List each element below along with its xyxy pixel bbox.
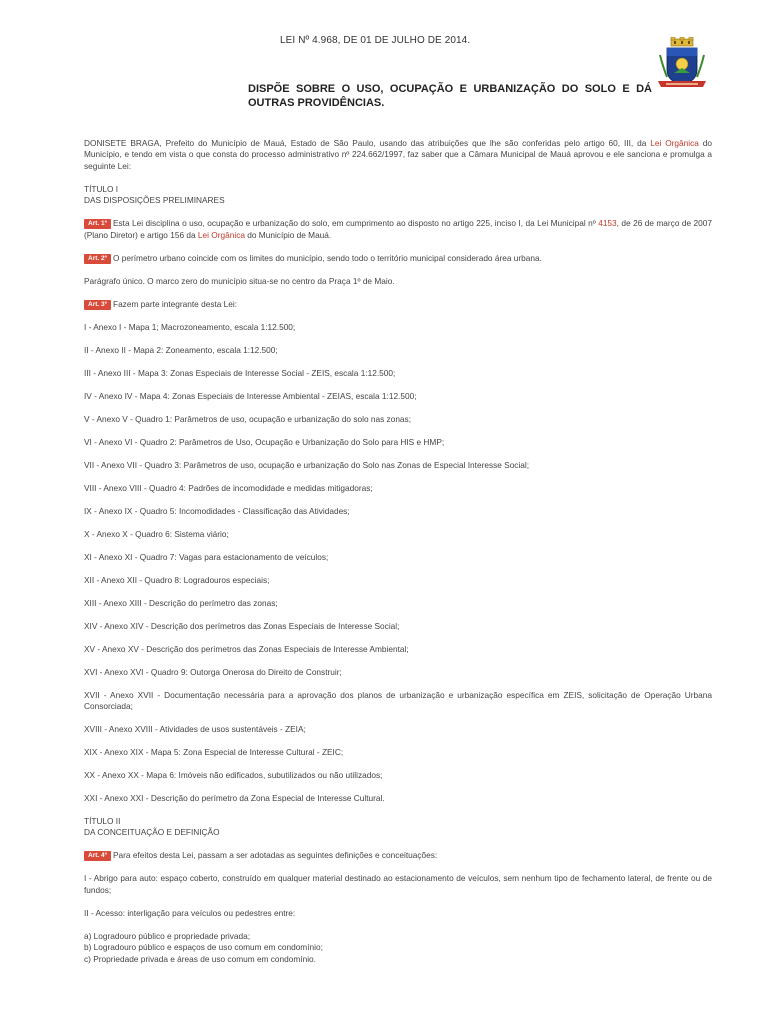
annex-item: X - Anexo X - Quadro 6: Sistema viário; <box>84 528 229 539</box>
definition-subitems <box>84 931 712 965</box>
article-4-badge[interactable]: Art. 4º <box>84 851 111 861</box>
article-1-text: Esta Lei disciplina o uso, ocupação e urbanização do solo, em cumprimento ao disposto no artigo 225, inciso I, da Lei Municipal nº <box>113 218 599 229</box>
article-3 <box>84 299 712 310</box>
article-2 <box>84 253 712 264</box>
lei-organica-link-2[interactable]: Lei Orgânica <box>197 229 245 240</box>
annex-item: VII - Anexo VII - Quadro 3: Parâmetros de uso, ocupação e urbanização do Solo nas Zonas de Especial Interesse Social; <box>84 459 530 470</box>
article-4-text: Para efeitos desta Lei, passam a ser adotadas as seguintes definições e conceituações: <box>113 850 438 861</box>
titulo-2-title: DA CONCEITUAÇÃO E DEFINIÇÃO <box>84 827 220 838</box>
titulo-1-title: DAS DISPOSIÇÕES PRELIMINARES <box>84 195 225 206</box>
annex-item: XIV - Anexo XIV - Descrição dos perímetros das Zonas Especiais de Interesse Social; <box>84 620 400 631</box>
law-title: LEI Nº 4.968, DE 01 DE JULHO DE 2014. <box>280 35 471 46</box>
lei-4153-link[interactable]: 4153 <box>598 218 617 229</box>
titulo-1-heading <box>84 184 712 207</box>
definition-subitem: c) Propriedade privada e áreas de uso comum em condomínio. <box>84 953 316 964</box>
annex-item: V - Anexo V - Quadro 1: Parâmetros de uso, ocupação e urbanização do solo nas zonas; <box>84 413 412 424</box>
annex-item: XIII - Anexo XIII - Descrição do perímetro das zonas; <box>84 597 278 608</box>
article-2-paragrafo-unico: Parágrafo único. O marco zero do município situa-se no centro da Praça 1º de Maio. <box>84 275 395 286</box>
annex-item: II - Anexo II - Mapa 2: Zoneamento, escala 1:12.500; <box>84 344 278 355</box>
annex-item: XII - Anexo XII - Quadro 8: Logradouros especiais; <box>84 574 270 585</box>
maua-coat-of-arms-icon <box>654 37 710 91</box>
annex-item: III - Anexo III - Mapa 3: Zonas Especiais de Interesse Social - ZEIS, escala 1:12.500; <box>84 367 396 378</box>
article-4 <box>84 850 712 861</box>
lei-organica-link[interactable]: Lei Orgânica <box>650 138 699 148</box>
law-summary-heading: DISPÕE SOBRE O USO, OCUPAÇÃO E URBANIZAÇÃO DO SOLO E DÁ OUTRAS PROVIDÊNCIAS. <box>248 83 652 109</box>
law-body <box>84 138 712 965</box>
annex-item: I - Anexo I - Mapa 1; Macrozoneamento, escala 1:12.500; <box>84 321 296 332</box>
article-1-badge[interactable]: Art. 1º <box>84 219 111 229</box>
annex-item: XI - Anexo XI - Quadro 7: Vagas para estacionamento de veículos; <box>84 551 329 562</box>
article-3-badge[interactable]: Art. 3º <box>84 300 111 310</box>
definition-subitem: a) Logradouro público e propriedade privada; <box>84 930 251 941</box>
annex-item: XX - Anexo XX - Mapa 6: Imóveis não edificados, subutilizados ou não utilizados; <box>84 770 383 781</box>
annex-item: VIII - Anexo VIII - Quadro 4: Padrões de incomodidade e medidas mitigadoras; <box>84 482 373 493</box>
article-2-text: O perímetro urbano coincide com os limites do município, sendo todo o território municipal considerado área urbana. <box>113 252 542 263</box>
annex-item: XXI - Anexo XXI - Descrição do perímetro da Zona Especial de Interesse Cultural. <box>84 793 385 804</box>
annex-item: IX - Anexo IX - Quadro 5: Incomodidades - Classificação das Atividades; <box>84 505 350 516</box>
preamble-text: DONISETE BRAGA, Prefeito do Município de Mauá, Estado de São Paulo, usando das atribuições que lhe são conferidas pelo artigo 60, III, da <box>84 138 651 148</box>
annex-item: XVI - Anexo XVI - Quadro 9: Outorga Onerosa do Direito de Construir; <box>84 666 342 677</box>
annex-item: XV - Anexo XV - Descrição dos perímetros das Zonas Especiais de Interesse Ambiental; <box>84 643 409 654</box>
article-1-text-end: do Município de Mauá. <box>244 229 332 240</box>
annex-item: XIX - Anexo XIX - Mapa 5: Zona Especial de Interesse Cultural - ZEIC; <box>84 747 344 758</box>
titulo-1-number: TÍTULO I <box>84 183 119 194</box>
annex-list <box>84 322 712 805</box>
annex-item: XVII - Anexo XVII - Documentação necessária para a aprovação dos planos de urbanização e urbanização específica em ZEIS, solicitação de Operação Urbana Consorciada; <box>84 689 712 712</box>
definition-item: I - Abrigo para auto: espaço coberto, construído em qualquer material destinado ao estacionamento de veículos, sem nenhum tipo de fechamento lateral, de frente ou de fundos; <box>84 873 712 895</box>
definition-item: II - Acesso: interligação para veículos ou pedestres entre: <box>84 907 296 918</box>
article-2-badge[interactable]: Art. 2º <box>84 254 111 264</box>
preamble-paragraph <box>84 138 712 172</box>
article-3-text: Fazem parte integrante desta Lei: <box>113 298 238 309</box>
article-1-text-cont: , de 26 de março de 2007 (Plano Diretor) e artigo 156 da <box>84 218 713 240</box>
article-1 <box>84 218 712 241</box>
annex-item: IV - Anexo IV - Mapa 4: Zonas Especiais de Interesse Ambiental - ZEIAS, escala 1:12.500; <box>84 390 417 401</box>
definition-subitem: b) Logradouro público e espaços de uso comum em condomínio; <box>84 942 323 953</box>
titulo-2-heading <box>84 816 712 839</box>
titulo-2-number: TÍTULO II <box>84 816 121 827</box>
preamble-text-cont: do Município, e tendo em vista o que consta do processo administrativo nº 224.662/1997, faz saber que a Câmara Municipal de Mauá aprovou e ele sanciona e promulga a seguinte Lei: <box>84 138 712 171</box>
annex-item: XVIII - Anexo XVIII - Atividades de usos sustentáveis - ZEIA; <box>84 724 306 735</box>
annex-item: VI - Anexo VI - Quadro 2: Parâmetros de Uso, Ocupação e Urbanização do Solo para HIS e HMP; <box>84 436 445 447</box>
